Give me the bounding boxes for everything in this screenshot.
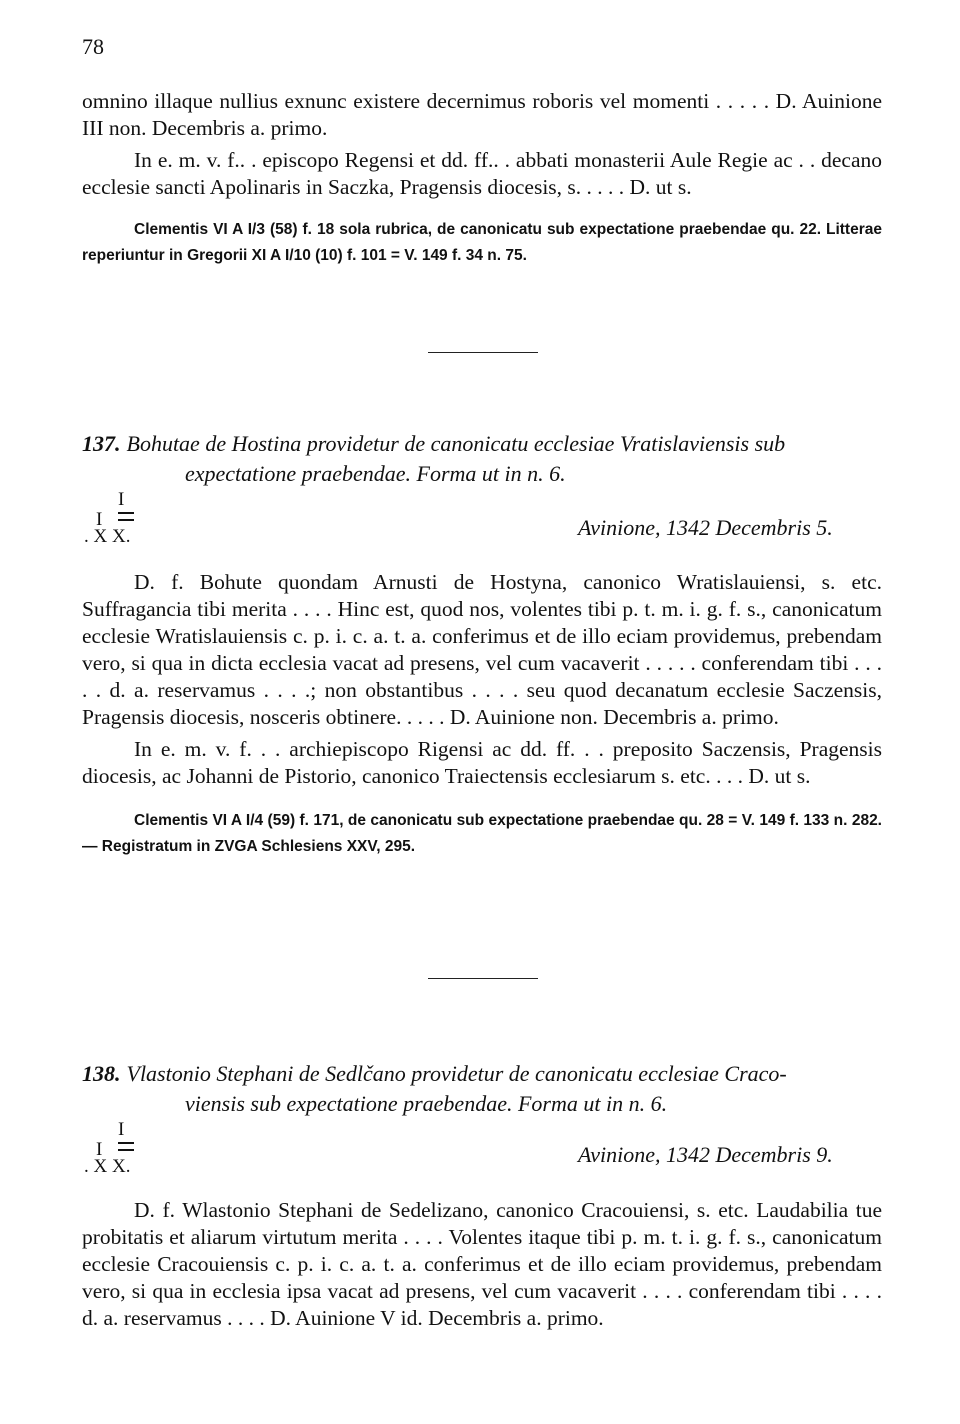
sigil-top-mark: I — [118, 1119, 125, 1140]
top-footnote: Clementis VI A I/3 (58) f. 18 sola rubrica, de canonicatu sub expectatione praebendae qu. 22. Litterae reperiuntur in Gregorii XI A I/10 (10) f. 101 = V. 149 f. 34 n. 75. — [82, 221, 882, 264]
entry-137-heading — [82, 429, 882, 489]
section-divider-2 — [428, 978, 538, 979]
sigil-bar-mark: I — [96, 1139, 103, 1160]
top-text — [82, 88, 882, 269]
page-number: 78 — [82, 34, 104, 59]
entry-137-sigil — [84, 490, 184, 550]
section-divider — [428, 352, 538, 353]
entry-138-title-line-1: Vlastonio Stephani de Sedlčano providetur de canonicatu ecclesiae Craco- — [126, 1061, 787, 1086]
entry-138-number: 138. — [82, 1061, 121, 1086]
entry-137-paragraph-2: In e. m. v. f. . . archiepiscopo Rigensi ac dd. ff. . . preposito Saczensis, Pragensis diocesis, ac Johanni de Pistorio, canonico Traiectensis ecclesiarum s. etc. . . . D. ut s. — [82, 737, 882, 788]
entry-137-footnote: Clementis VI A I/4 (59) f. 171, de canonicatu sub expectatione praebendae qu. 28 = V. 149 f. 133 n. 282. — Registratum in ZVGA Schlesiens XXV, 295. — [82, 812, 882, 855]
top-paragraph-1: omnino illaque nullius exnunc existere decernimus roboris vel momenti . . . . . D. Auinione III non. Decembris a. primo. — [82, 89, 882, 140]
entry-137-dateline: Avinione, 1342 Decembris 5. — [578, 515, 833, 540]
sigil-bottom-mark: . X X. — [84, 1156, 131, 1177]
entry-138-body — [82, 1197, 882, 1332]
entry-137-number: 137. — [82, 431, 121, 456]
entry-138-paragraph-1: D. f. Wlastonio Stephani de Sedelizano, canonico Cracouiensi, s. etc. Laudabilia tue probitatis et aliarum virtutum merita . . . . Volentes itaque tibi p. m. t. i. g. f. s., canonicatum ecclesie Cracouiensis c. p. i. c. a. t. a. conferimus et de illo eciam providemus, prebendam vero, si qua in ecclesia ipsa vacat ad presens, vel cum vacaverit . . . . conferendam tibi . . . . d. a. reservamus . . . . D. Auinione V id. Decembris a. primo. — [82, 1198, 882, 1330]
entry-138-heading — [82, 1059, 882, 1119]
entry-138-sigil — [84, 1120, 184, 1180]
entry-137-title-line-2: expectatione praebendae. Forma ut in n. 6. — [185, 461, 566, 486]
entry-138-title-line-2: viensis sub expectatione praebendae. Forma ut in n. 6. — [185, 1091, 668, 1116]
sigil-bottom-mark: . X X. — [84, 526, 131, 547]
sigil-bar-mark: I — [96, 509, 103, 530]
sigil-top-mark: I — [118, 489, 125, 510]
entry-137-title-line-1: Bohutae de Hostina providetur de canonicatu ecclesiae Vratislaviensis sub — [126, 431, 786, 456]
top-paragraph-2: In e. m. v. f.. . episcopo Regensi et dd. ff.. . abbati monasterii Aule Regie ac . . decano ecclesie sancti Apolinaris in Saczka, Pragensis diocesis, s. . . . . D. ut s. — [82, 148, 882, 199]
entry-137-paragraph-1: D. f. Bohute quondam Arnusti de Hostyna, canonico Wratislauiensi, s. etc. Suffragancia tibi merita . . . . Hinc est, quod nos, volentes tibi p. t. m. i. g. f. s., canonicatum ecclesie Wratislauiensis c. p. i. c. a. t. a. conferimus et de illo eciam providemus, prebendam vero, si qua in dicta ecclesia vacat ad presens, vel cum vacaverit . . . . . conferendam tibi . . . . . d. a. reservamus . . . .; non obstantibus . . . . seu quod decanatum ecclesie Saczensis, Pragensis diocesis, nosceris obtinere. . . . . D. Auinione non. Decembris a. primo. — [82, 570, 882, 729]
entry-138-dateline: Avinione, 1342 Decembris 9. — [578, 1142, 833, 1167]
entry-137-body — [82, 569, 882, 860]
